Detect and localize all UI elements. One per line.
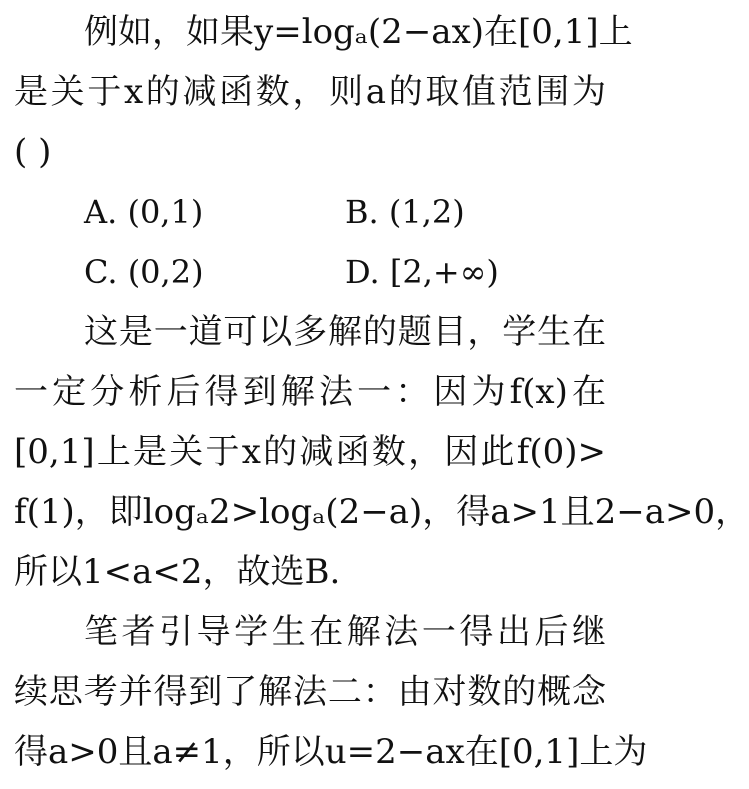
option-d: D. [2,+∞) (345, 253, 499, 291)
text-line-8: 笔者引导学生在解法一得出后继 (84, 612, 606, 652)
text-line-1: 例如，如果y=logₐ(2−ax)在[0,1]上 (84, 12, 633, 52)
answer-blank: ( ) (14, 132, 52, 172)
text-line-5: [0,1]上是关于x的减函数，因此f(0)> (14, 432, 606, 472)
option-c: C. (0,2) (84, 253, 204, 291)
text-line-9: 续思考并得到了解法二：由对数的概念 (14, 672, 606, 712)
text-line-3: 这是一道可以多解的题目，学生在 (84, 312, 606, 352)
text-line-10: 得a>0且a≠1，所以u=2−ax在[0,1]上为 (14, 732, 648, 772)
text-line-7: 所以1<a<2，故选B. (14, 552, 341, 592)
option-a: A. (0,1) (84, 193, 204, 231)
text-line-6: f(1)，即logₐ2>logₐ(2−a)，得a>1且2−a>0， (14, 492, 749, 532)
text-line-2: 是关于x的减函数，则a的取值范围为 (14, 72, 606, 112)
option-b: B. (1,2) (345, 193, 465, 231)
text-line-4: 一定分析后得到解法一：因为f(x)在 (14, 372, 606, 412)
